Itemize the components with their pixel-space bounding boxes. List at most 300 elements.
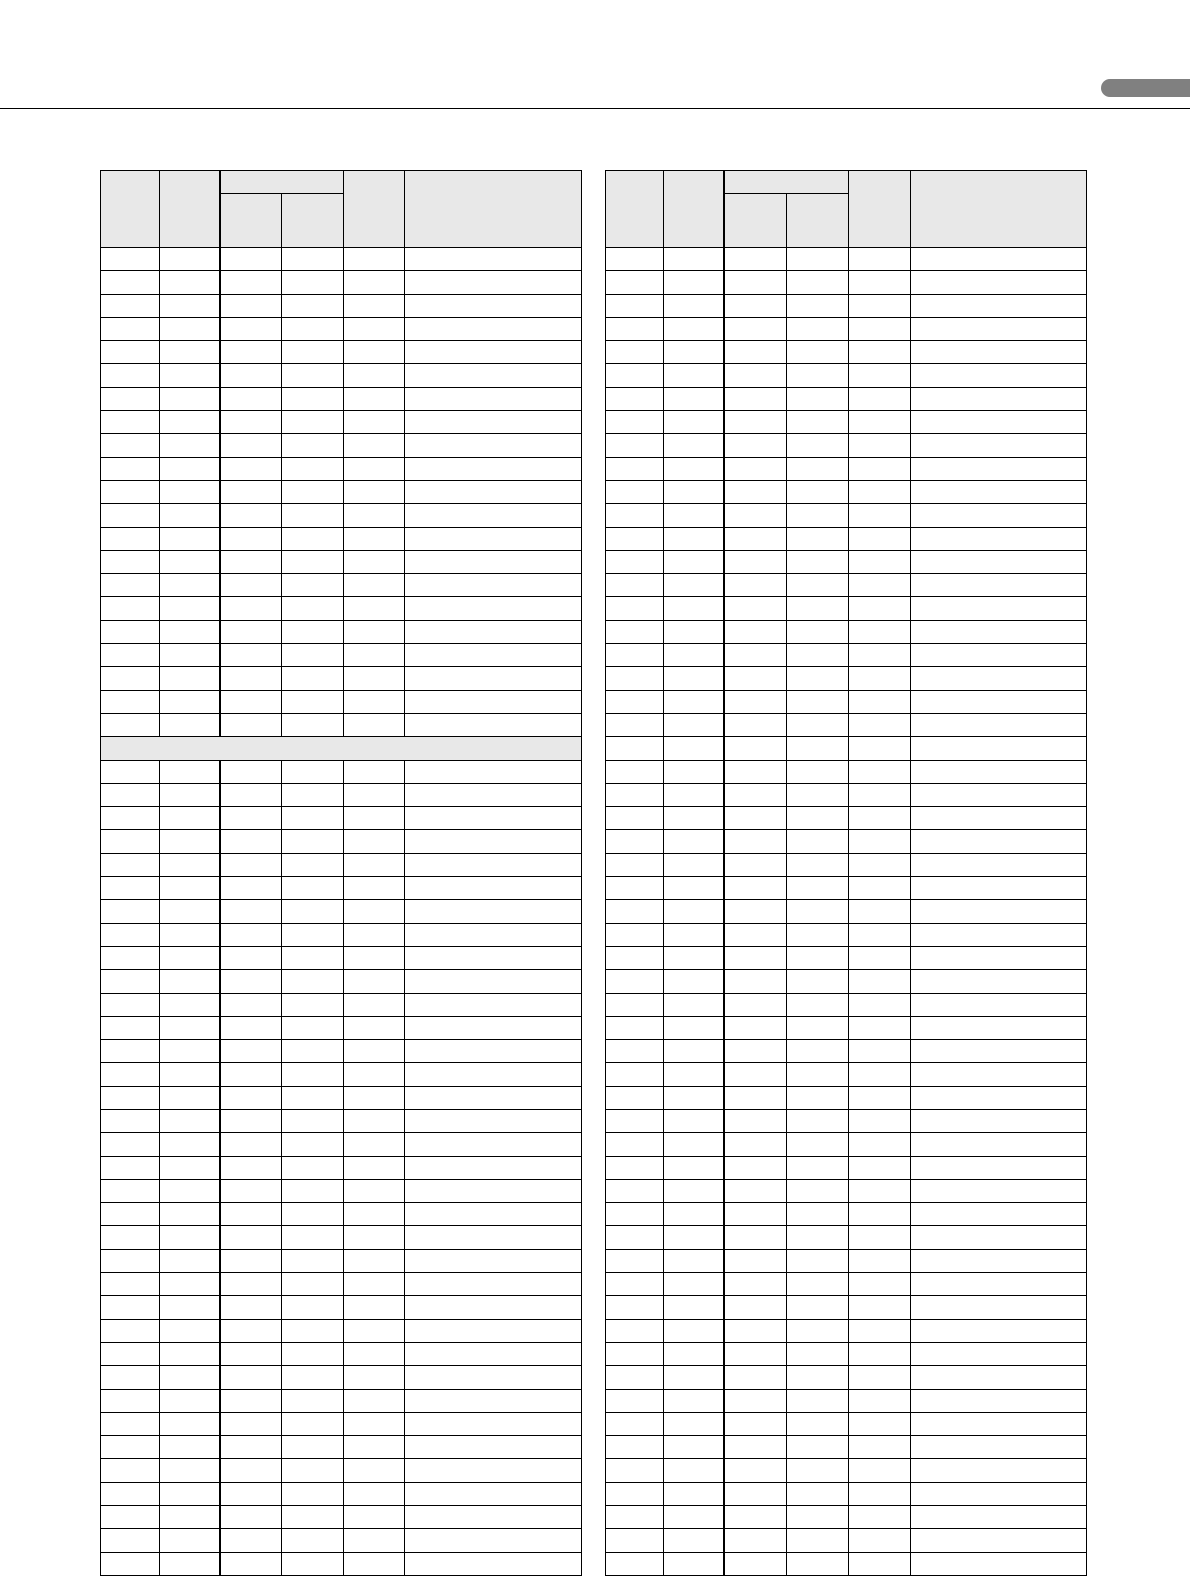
table-cell (160, 644, 220, 667)
table-cell (849, 877, 911, 900)
table-cell (405, 248, 582, 271)
table-cell (220, 387, 282, 410)
table-cell (101, 853, 160, 876)
table-cell (724, 527, 787, 550)
table-cell (724, 830, 787, 853)
table-cell (220, 480, 282, 503)
table-cell (160, 1273, 220, 1296)
table-row (606, 1273, 1087, 1296)
table-cell (344, 1133, 405, 1156)
table-cell (911, 1179, 1087, 1202)
left-table-body (101, 248, 582, 1576)
table-cell (282, 946, 344, 969)
table-cell (664, 853, 724, 876)
table-cell (911, 690, 1087, 713)
table-cell (787, 1133, 849, 1156)
table-cell (724, 1296, 787, 1319)
table-cell (282, 1506, 344, 1529)
table-row (101, 527, 582, 550)
table-cell (911, 1552, 1087, 1575)
table-cell (220, 1319, 282, 1342)
table-cell (664, 760, 724, 783)
table-cell (282, 1296, 344, 1319)
table-cell (849, 807, 911, 830)
table-cell (606, 1552, 664, 1575)
table-cell (160, 1482, 220, 1505)
table-cell (606, 434, 664, 457)
table-cell (606, 317, 664, 340)
table-cell (101, 317, 160, 340)
table-cell (220, 271, 282, 294)
table-row (101, 853, 582, 876)
table-cell (664, 457, 724, 480)
table-cell (724, 970, 787, 993)
table-cell (344, 620, 405, 643)
table-cell (220, 1412, 282, 1435)
table-cell (220, 1249, 282, 1272)
table-cell (282, 923, 344, 946)
table-cell (724, 1552, 787, 1575)
table-cell (849, 946, 911, 969)
table-cell (606, 504, 664, 527)
table-cell (160, 1109, 220, 1132)
sub-column-header (220, 194, 282, 248)
table-cell (405, 1482, 582, 1505)
table-cell (849, 527, 911, 550)
table-cell (405, 1203, 582, 1226)
table-cell (849, 248, 911, 271)
table-cell (724, 480, 787, 503)
table-cell (849, 364, 911, 387)
table-cell (787, 900, 849, 923)
table-row (101, 550, 582, 573)
table-row (101, 411, 582, 434)
table-cell (101, 760, 160, 783)
table-cell (405, 644, 582, 667)
table-cell (664, 620, 724, 643)
table-cell (724, 1436, 787, 1459)
table-cell (344, 1366, 405, 1389)
table-cell (344, 690, 405, 713)
table-cell (220, 1179, 282, 1202)
table-cell (160, 480, 220, 503)
table-row (606, 667, 1087, 690)
table-cell (787, 364, 849, 387)
table-row (101, 1389, 582, 1412)
table-cell (787, 574, 849, 597)
table-cell (849, 690, 911, 713)
table-cell (282, 1016, 344, 1039)
table-cell (160, 527, 220, 550)
table-cell (787, 1179, 849, 1202)
table-cell (405, 877, 582, 900)
table-cell (282, 550, 344, 573)
table-cell (911, 970, 1087, 993)
table-cell (101, 993, 160, 1016)
table-cell (787, 341, 849, 364)
table-cell (911, 1296, 1087, 1319)
table-cell (849, 294, 911, 317)
table-cell (101, 387, 160, 410)
table-row (101, 1529, 582, 1552)
table-cell (101, 597, 160, 620)
table-cell (405, 713, 582, 736)
table-cell (606, 1249, 664, 1272)
table-cell (787, 946, 849, 969)
table-cell (344, 1552, 405, 1575)
table-row (101, 946, 582, 969)
table-cell (160, 667, 220, 690)
column-header (405, 171, 582, 248)
table-cell (344, 294, 405, 317)
table-cell (724, 1342, 787, 1365)
table-cell (101, 946, 160, 969)
table-row (101, 1156, 582, 1179)
table-row (606, 877, 1087, 900)
table-cell (787, 690, 849, 713)
table-cell (787, 248, 849, 271)
table-cell (405, 1459, 582, 1482)
table-cell (160, 1552, 220, 1575)
table-cell (849, 271, 911, 294)
table-cell (849, 1366, 911, 1389)
table-cell (101, 1040, 160, 1063)
table-cell (344, 1506, 405, 1529)
table-cell (724, 900, 787, 923)
table-cell (849, 1342, 911, 1365)
table-cell (787, 1506, 849, 1529)
table-cell (344, 970, 405, 993)
table-cell (787, 1529, 849, 1552)
table-cell (787, 644, 849, 667)
table-cell (724, 644, 787, 667)
table-cell (911, 737, 1087, 760)
table-cell (220, 713, 282, 736)
table-cell (911, 877, 1087, 900)
table-cell (160, 457, 220, 480)
table-cell (606, 1366, 664, 1389)
table-cell (724, 807, 787, 830)
table-cell (849, 1319, 911, 1342)
table-cell (724, 853, 787, 876)
table-cell (405, 1249, 582, 1272)
table-cell (160, 1156, 220, 1179)
table-cell (101, 271, 160, 294)
table-cell (664, 1319, 724, 1342)
table-cell (282, 294, 344, 317)
table-cell (344, 1389, 405, 1412)
table-cell (787, 1342, 849, 1365)
table-cell (724, 317, 787, 340)
table-cell (160, 1342, 220, 1365)
table-cell (344, 923, 405, 946)
table-cell (160, 1133, 220, 1156)
table-cell (282, 1133, 344, 1156)
table-cell (101, 690, 160, 713)
left-data-table (100, 170, 582, 1576)
table-cell (344, 713, 405, 736)
table-cell (664, 900, 724, 923)
table-row (101, 970, 582, 993)
table-cell (282, 1040, 344, 1063)
table-cell (344, 1109, 405, 1132)
table-cell (405, 550, 582, 573)
table-cell (724, 1086, 787, 1109)
table-row (606, 760, 1087, 783)
table-row (606, 1016, 1087, 1039)
table-cell (160, 690, 220, 713)
table-cell (220, 1109, 282, 1132)
table-cell (911, 1366, 1087, 1389)
table-cell (724, 1366, 787, 1389)
table-cell (787, 1296, 849, 1319)
table-row (606, 690, 1087, 713)
table-row (101, 1459, 582, 1482)
table-row (606, 923, 1087, 946)
table-cell (220, 504, 282, 527)
table-row (606, 1529, 1087, 1552)
table-cell (787, 1040, 849, 1063)
table-cell (724, 923, 787, 946)
table-row (101, 923, 582, 946)
table-cell (220, 853, 282, 876)
table-cell (282, 527, 344, 550)
table-cell (101, 248, 160, 271)
table-cell (101, 620, 160, 643)
table-cell (606, 970, 664, 993)
table-cell (101, 411, 160, 434)
table-row (606, 248, 1087, 271)
table-cell (220, 1273, 282, 1296)
table-cell (664, 480, 724, 503)
table-cell (344, 1249, 405, 1272)
table-cell (101, 1296, 160, 1319)
table-cell (405, 1040, 582, 1063)
table-cell (282, 667, 344, 690)
table-cell (664, 434, 724, 457)
section-index-tab (1101, 79, 1190, 97)
table-cell (787, 1226, 849, 1249)
table-cell (160, 434, 220, 457)
table-cell (606, 946, 664, 969)
table-cell (344, 783, 405, 806)
table-cell (664, 737, 724, 760)
table-row (606, 1342, 1087, 1365)
sub-column-header (724, 194, 787, 248)
table-cell (664, 271, 724, 294)
table-row (101, 1086, 582, 1109)
table-cell (160, 993, 220, 1016)
table-cell (606, 1226, 664, 1249)
table-cell (849, 853, 911, 876)
table-cell (911, 504, 1087, 527)
table-cell (911, 1133, 1087, 1156)
table-cell (344, 900, 405, 923)
table-cell (344, 1016, 405, 1039)
table-cell (160, 550, 220, 573)
table-cell (664, 1109, 724, 1132)
table-cell (606, 387, 664, 410)
table-cell (405, 1156, 582, 1179)
table-cell (405, 900, 582, 923)
table-cell (160, 783, 220, 806)
right-data-table (605, 170, 1087, 1576)
table-row (606, 946, 1087, 969)
table-cell (849, 1436, 911, 1459)
table-cell (282, 1412, 344, 1435)
table-row (101, 807, 582, 830)
table-cell (282, 620, 344, 643)
table-cell (849, 783, 911, 806)
table-cell (282, 1529, 344, 1552)
table-cell (911, 317, 1087, 340)
table-cell (911, 457, 1087, 480)
table-cell (911, 1506, 1087, 1529)
table-cell (849, 1412, 911, 1435)
table-cell (405, 1319, 582, 1342)
table-row (101, 900, 582, 923)
table-row (101, 783, 582, 806)
table-cell (664, 364, 724, 387)
table-row (606, 783, 1087, 806)
table-cell (282, 877, 344, 900)
table-cell (664, 1203, 724, 1226)
table-cell (911, 1086, 1087, 1109)
column-header (101, 171, 160, 248)
table-cell (849, 1552, 911, 1575)
table-cell (344, 1063, 405, 1086)
table-cell (220, 1342, 282, 1365)
table-cell (282, 1319, 344, 1342)
table-row (606, 504, 1087, 527)
table-cell (787, 411, 849, 434)
table-cell (606, 1342, 664, 1365)
table-cell (101, 923, 160, 946)
table-cell (724, 1529, 787, 1552)
table-row (101, 364, 582, 387)
table-row (101, 760, 582, 783)
table-cell (787, 737, 849, 760)
table-cell (220, 411, 282, 434)
table-cell (344, 1203, 405, 1226)
table-cell (101, 1016, 160, 1039)
table-cell (160, 411, 220, 434)
table-cell (220, 1482, 282, 1505)
table-cell (606, 923, 664, 946)
table-cell (606, 364, 664, 387)
table-cell (787, 294, 849, 317)
table-cell (220, 1133, 282, 1156)
table-cell (160, 923, 220, 946)
table-cell (849, 1203, 911, 1226)
table-cell (101, 1179, 160, 1202)
table-cell (787, 1086, 849, 1109)
table-cell (344, 760, 405, 783)
table-cell (787, 877, 849, 900)
table-cell (344, 527, 405, 550)
table-cell (664, 1226, 724, 1249)
table-cell (606, 1389, 664, 1412)
table-cell (282, 1179, 344, 1202)
section-heading (101, 737, 582, 760)
table-cell (724, 620, 787, 643)
table-cell (101, 504, 160, 527)
table-cell (160, 970, 220, 993)
table-cell (664, 1342, 724, 1365)
table-cell (911, 946, 1087, 969)
table-cell (911, 411, 1087, 434)
table-cell (606, 1482, 664, 1505)
table-cell (606, 737, 664, 760)
table-cell (160, 271, 220, 294)
table-cell (282, 364, 344, 387)
table-row (606, 737, 1087, 760)
table-row (101, 993, 582, 1016)
table-cell (220, 1529, 282, 1552)
table-cell (664, 713, 724, 736)
table-cell (160, 1319, 220, 1342)
table-cell (282, 1342, 344, 1365)
table-cell (160, 877, 220, 900)
table-cell (664, 1086, 724, 1109)
table-row (101, 1366, 582, 1389)
table-cell (282, 248, 344, 271)
table-cell (282, 1273, 344, 1296)
table-cell (787, 457, 849, 480)
table-cell (787, 783, 849, 806)
table-row (101, 1203, 582, 1226)
table-cell (160, 1203, 220, 1226)
table-cell (606, 480, 664, 503)
table-row (606, 1203, 1087, 1226)
table-cell (220, 1506, 282, 1529)
table-cell (787, 807, 849, 830)
table-cell (282, 970, 344, 993)
table-cell (724, 1226, 787, 1249)
table-cell (344, 853, 405, 876)
table-cell (101, 574, 160, 597)
table-row (606, 1179, 1087, 1202)
table-cell (405, 1133, 582, 1156)
table-cell (405, 1179, 582, 1202)
table-cell (101, 1342, 160, 1365)
table-cell (724, 411, 787, 434)
table-cell (606, 271, 664, 294)
table-row (606, 317, 1087, 340)
table-row (606, 434, 1087, 457)
table-cell (405, 1063, 582, 1086)
table-row (101, 1063, 582, 1086)
table-cell (911, 830, 1087, 853)
table-cell (282, 1109, 344, 1132)
table-cell (664, 1412, 724, 1435)
table-cell (220, 783, 282, 806)
table-cell (405, 1552, 582, 1575)
table-cell (849, 923, 911, 946)
table-cell (664, 970, 724, 993)
table-cell (220, 1203, 282, 1226)
table-row (101, 644, 582, 667)
table-cell (787, 760, 849, 783)
table-row (606, 1436, 1087, 1459)
table-row (101, 1273, 582, 1296)
table-cell (911, 1273, 1087, 1296)
table-cell (282, 387, 344, 410)
table-cell (911, 294, 1087, 317)
table-cell (911, 1459, 1087, 1482)
table-cell (724, 690, 787, 713)
table-cell (405, 364, 582, 387)
